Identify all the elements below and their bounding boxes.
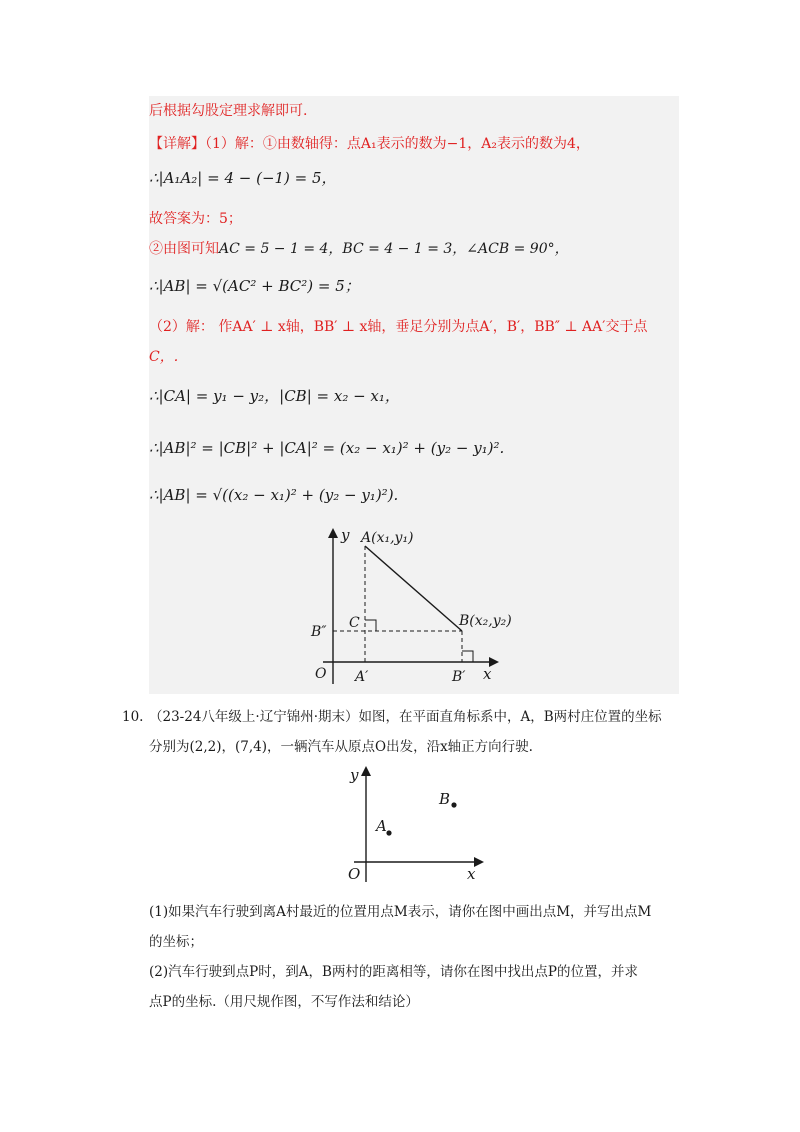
fig1-label-A: A(x₁,y₁) <box>361 530 414 546</box>
fig1-label-Bp: B′ <box>452 669 466 685</box>
fig1-label-y: y <box>341 526 350 544</box>
part1-answer-text: （1）解：①由数轴得：点A₁表示的数为−1，A₂表示的数为4， <box>205 136 590 152</box>
fig1-label-Bpp: B″ <box>311 624 327 640</box>
solution-line-3: ∴|A₁A₂| = 4 − (−1) = 5， <box>149 169 337 187</box>
part1-line-a: (1)如果汽车行驶到离A村最近的位置用点M表示，请你在图中画出点M，并写出点M <box>149 904 652 920</box>
solution-line-4: 故答案为：5； <box>149 211 242 227</box>
fig2-label-B: B <box>439 790 451 808</box>
detail-tag: 【详解】 <box>149 136 205 152</box>
part1-line-b: 的坐标； <box>149 934 203 950</box>
point-A <box>386 830 391 835</box>
segment-AB <box>365 546 462 631</box>
line5-math: AC = 5 − 1 = 4，BC = 4 − 1 = 3，∠ACB = 90°， <box>219 241 569 257</box>
fig1-label-Ap: A′ <box>355 669 369 685</box>
right-angle-C <box>365 620 376 631</box>
solution-line-11: ∴|AB| = √((x₂ − x₁)² + (y₂ − y₁)²). <box>149 486 399 504</box>
fig2-label-y: y <box>350 766 359 784</box>
fig1-label-B: B(x₂,y₂) <box>459 613 512 629</box>
figure-villages <box>340 762 490 884</box>
fig1-label-O: O <box>315 666 327 682</box>
question-line-1: （23-24八年级上·辽宁锦州·期末）如图，在平面直角标系中，A，B两村庄位置的坐标 <box>149 709 662 725</box>
fig2-label-O: O <box>348 865 361 883</box>
solution-line-6: ∴|AB| = √(AC² + BC²) = 5； <box>149 277 360 295</box>
line5-prefix: ②由图可知 <box>149 241 219 257</box>
figure-right-triangle <box>305 524 515 689</box>
part2-line-a: (2)汽车行驶到点P时，到A，B两村的距离相等，请你在图中找出点P的位置，并求 <box>149 964 638 980</box>
solution-line-2 <box>149 134 590 154</box>
fig2-label-x: x <box>467 865 476 883</box>
fig1-label-x: x <box>483 665 492 683</box>
solution-line-8: C，. <box>149 349 179 365</box>
solution-line-7: （2）解： 作AA′ ⊥ x轴，BB′ ⊥ x轴，垂足分别为点A′，B′，BB″ ⊥ AA′交于点 <box>149 319 648 335</box>
part2-line-b: 点P的坐标.（用尺规作图，不写作法和结论） <box>149 994 419 1010</box>
fig2-label-A: A <box>376 817 387 835</box>
solution-line-1: 后根据勾股定理求解即可. <box>149 103 308 119</box>
solution-line-10: ∴|AB|² = |CB|² + |CA|² = (x₂ − x₁)² + (y₂ − y₁)². <box>149 439 505 457</box>
solution-line-5 <box>149 239 569 259</box>
point-B <box>451 802 456 807</box>
right-angle-Bp <box>462 651 473 662</box>
question-line-2: 分别为(2,2)，(7,4)，一辆汽车从原点O出发，沿x轴正方向行驶. <box>149 739 533 755</box>
fig1-label-C: C <box>349 615 360 631</box>
solution-line-9: ∴|CA| = y₁ − y₂，|CB| = x₂ − x₁， <box>149 387 400 405</box>
question-number: 10. <box>122 709 144 725</box>
